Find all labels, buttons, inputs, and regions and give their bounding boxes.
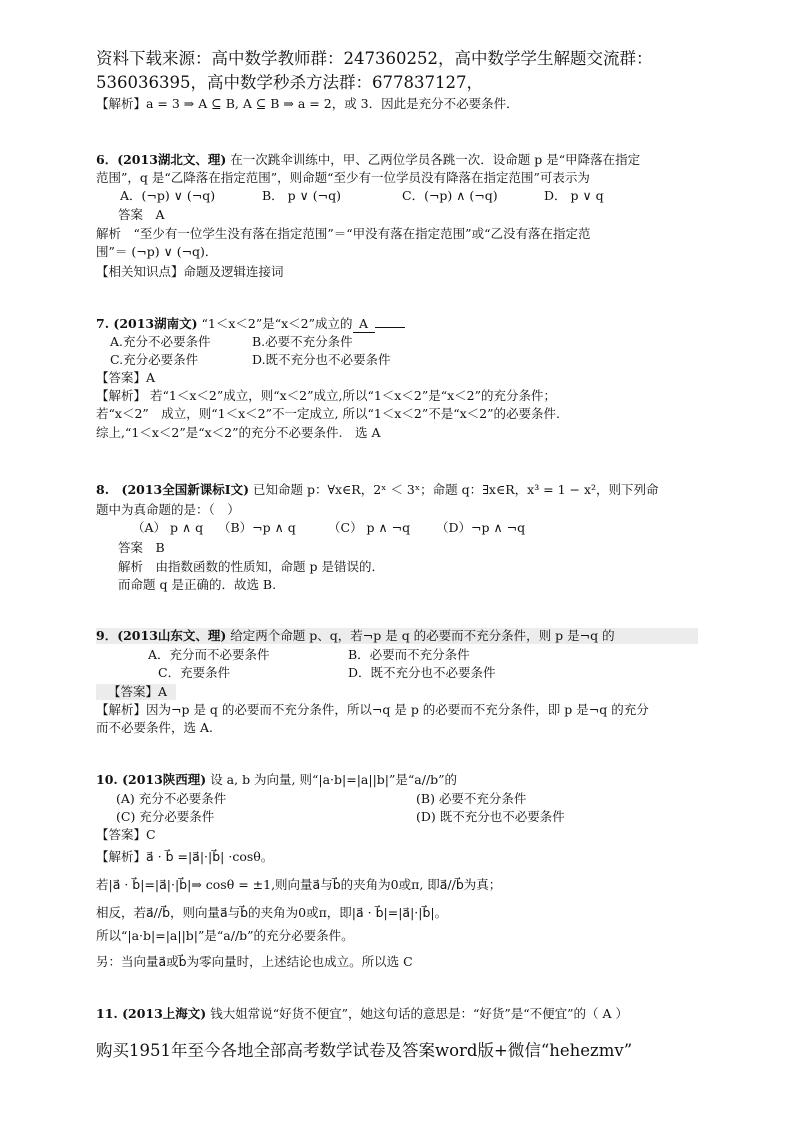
q8-stem-line-1: [96, 482, 659, 498]
q10-answer: 【答案】C: [96, 827, 156, 842]
q8-stem-line-2: 题中为真命题的是：（ ）: [96, 502, 240, 517]
q10-analysis-2: 若|a⃗ · b⃗|=|a⃗|·|b⃗|⇒ cosθ = ±1,则向量a⃗与b⃗的夹角为0或π, 即a⃗//b⃗为真；: [96, 877, 502, 892]
q10-stem-text: 设 a, b 为向量, 则“|a·b|=|a||b|”是“a//b”的: [206, 772, 458, 787]
q11-source: 11. (2013上海文): [96, 1006, 207, 1021]
q8-source: 8. (2013全国新课标Ⅰ文): [96, 482, 250, 497]
q7-option-a: A.充分不必要条件: [110, 334, 211, 349]
q6-stem-line-2: 范围”，q 是“乙降落在指定范围”，则命题“至少有一位学员没有降落在指定范围”可表示为: [96, 170, 590, 185]
q8-option-a: （A） p ∧ q: [132, 520, 204, 535]
q8-option-b: （B）¬p ∧ q: [218, 520, 296, 535]
header-line-1: 资料下载来源：高中数学教师群：247360252，高中数学学生解题交流群：: [96, 49, 653, 68]
q10-stem: [96, 772, 457, 788]
q6-stem-line-1: [96, 152, 640, 168]
q9-option-b: B．必要而不充分条件: [348, 647, 470, 662]
q6-analysis-2: 围”＝ (¬p) ∨ (¬q)．: [96, 244, 218, 259]
q9-stem: [96, 628, 615, 644]
q8-analysis-2: 而命题 q 是正确的．故选 B.: [118, 577, 277, 592]
q7-blank-tail: [375, 327, 405, 328]
q10-analysis-4: 所以“|a·b|=|a||b|”是“a//b”的充分必要条件。: [96, 928, 354, 943]
q11-stem-text: 钱大姐常说“好货不便宜”，她这句话的意思是：“好货”是“不便宜”的（ A ）: [206, 1006, 629, 1021]
q8-answer: 答案 B: [118, 540, 165, 555]
q9-analysis-1: 【解析】因为¬p 是 q 的必要而不充分条件，所以¬q 是 p 的必要而不充分条件，即 p 是¬q 的充分: [96, 702, 649, 717]
q9-option-a: A．充分而不必要条件: [148, 647, 270, 662]
q6-option-b: B． p ∨ (¬q): [262, 188, 341, 203]
q8-option-d: （D）¬p ∧ ¬q: [436, 520, 526, 535]
q6-stem-1: 在一次跳伞训练中，甲、乙两位学员各跳一次．设命题 p 是“甲降落在指定: [226, 152, 641, 167]
q11-stem: [96, 1006, 628, 1022]
q7-blank-answer: A: [353, 316, 375, 333]
q6-option-c: C．(¬p) ∧ (¬q): [402, 188, 498, 203]
q8-analysis-1: 解析 由指数函数的性质知，命题 p 是错误的．: [118, 559, 384, 574]
q7-option-b: B.必要不充分条件: [252, 334, 353, 349]
q9-stem-text: 给定两个命题 p、q，若¬p 是 q 的必要而不充分条件，则 p 是¬q 的: [226, 628, 615, 643]
header-line-2: 536036395，高中数学秒杀方法群：677837127，: [96, 73, 483, 92]
q6-analysis-1: 解析 “至少有一位学生没有落在指定范围”＝“甲没有落在指定范围”或“乙没有落在指定范: [96, 226, 591, 241]
q8-option-c: （C） p ∧ ¬q: [328, 520, 411, 535]
q6-option-a: A．(¬p) ∨ (¬q): [120, 188, 216, 203]
q10-option-a: (A) 充分不必要条件: [116, 791, 227, 806]
q7-option-d: D.既不充分也不必要条件: [252, 352, 391, 367]
q6-answer: 答案 A: [118, 207, 165, 222]
q7-stem: [96, 316, 405, 333]
q6-knowledge: 【相关知识点】命题及逻辑连接词: [96, 264, 284, 279]
q10-source: 10. (2013陕西理): [96, 772, 207, 787]
q7-analysis-1: 【解析】 若“1＜x＜2”成立，则“x＜2”成立,所以“1＜x＜2”是“x＜2”的充分条件；: [96, 388, 556, 403]
q9-answer: 【答案】A: [108, 684, 168, 699]
q7-analysis-3: 综上,“1＜x＜2”是“x＜2”的充分不必要条件. 选 A: [96, 425, 381, 440]
q9-option-d: D．既不充分也不必要条件: [348, 665, 496, 680]
q10-option-c: (C) 充分必要条件: [116, 809, 215, 824]
q10-option-d: (D) 既不充分也不必要条件: [416, 809, 565, 824]
q7-source: 7. (2013湖南文): [96, 316, 198, 331]
q7-option-c: C.充分必要条件: [110, 352, 199, 367]
q9-source: 9．(2013山东文、理): [96, 628, 227, 643]
q10-option-b: (B) 必要不充分条件: [416, 791, 527, 806]
q6-option-d: D． p ∨ q: [544, 188, 604, 203]
q7-stem-text: “1＜x＜2”是“x＜2”成立的: [197, 316, 353, 331]
q9-option-c: C．充要条件: [158, 665, 231, 680]
footer-ad: 购买1951年至今各地全部高考数学试卷及答案word版+微信“hehezmv”: [96, 1041, 633, 1060]
q7-answer: 【答案】A: [96, 370, 156, 385]
q9-analysis-2: 而不必要条件，选 A.: [96, 720, 213, 735]
q10-analysis-3: 相反，若a⃗//b⃗，则向量a⃗与b⃗的夹角为0或π，即|a⃗ · b⃗|=|a⃗|·|b⃗|。: [96, 905, 448, 920]
q8-stem-1: 已知命题 p：∀x∈R，2ˣ ＜ 3ˣ；命题 q：∃x∈R，x³ = 1 − x²，则下列命: [249, 482, 659, 497]
top-analysis: 【解析】a = 3 ⇒ A ⊆ B, A ⊆ B ⇒ a = 2，或 3．因此是充分不必要条件．: [96, 96, 519, 111]
q10-analysis-1: 【解析】a⃗ · b⃗ =|a⃗|·|b⃗| ·cosθ。: [96, 849, 274, 864]
q7-analysis-2: 若“x＜2” 成立，则“1＜x＜2”不一定成立, 所以“1＜x＜2”不是“x＜2”的必要条件.: [96, 406, 560, 421]
q6-source: 6．(2013湖北文、理): [96, 152, 227, 167]
q10-analysis-5: 另：当向量a⃗或b⃗为零向量时，上述结论也成立。所以选 C: [96, 954, 413, 969]
